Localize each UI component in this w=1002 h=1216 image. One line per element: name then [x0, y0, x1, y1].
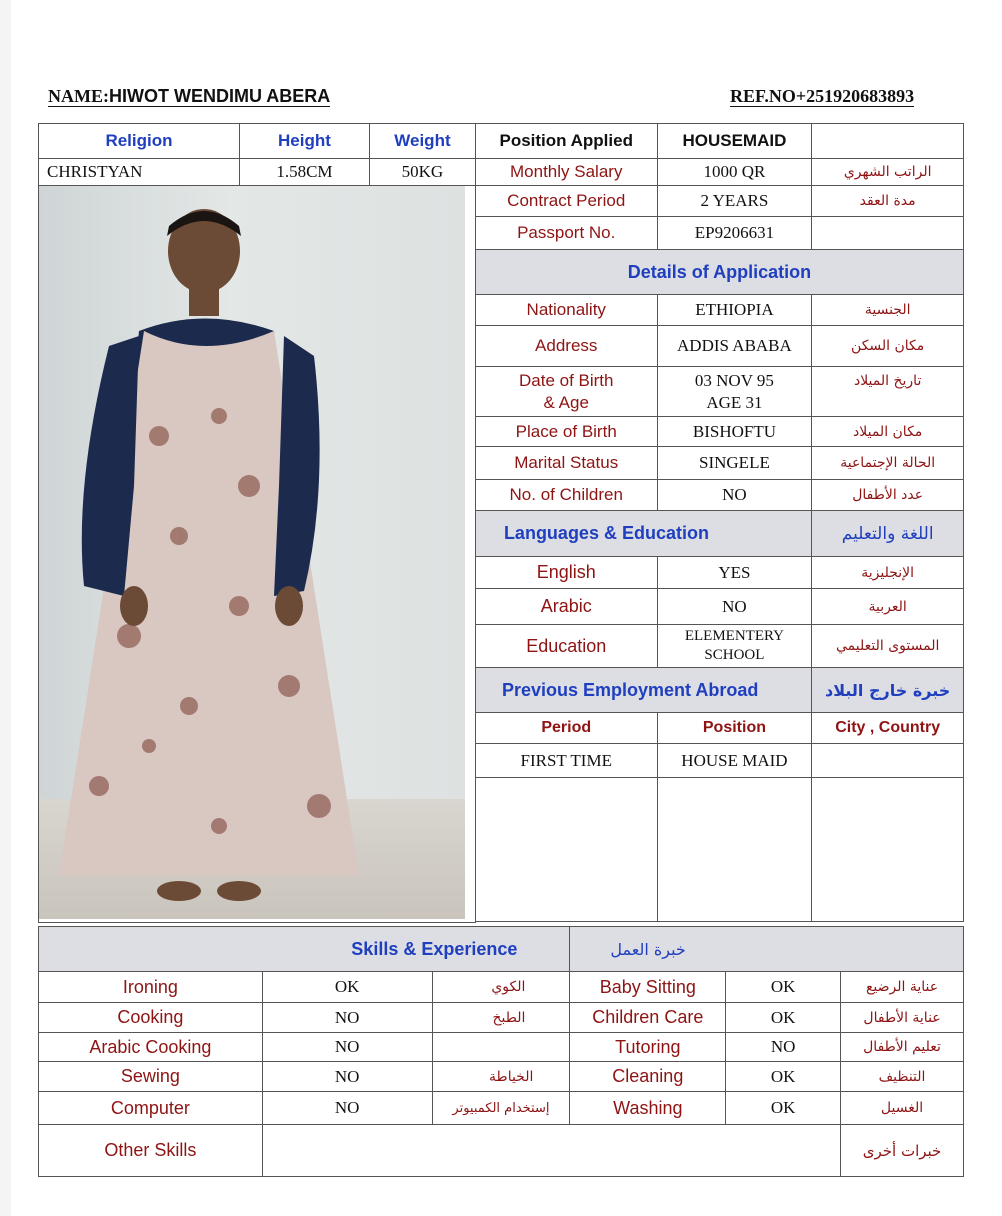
arabic-value: NO: [657, 589, 812, 625]
details-title: Details of Application: [475, 250, 963, 295]
height-value: 1.58CM: [239, 159, 369, 186]
employment-title-arabic: خبرة خارج البلاد: [812, 668, 964, 713]
employment-position: HOUSE MAID: [657, 744, 812, 778]
dob-date: 03 NOV 95: [694, 370, 774, 390]
passport-value: EP9206631: [657, 217, 812, 250]
skill-ironing-arabic: الكوي: [432, 972, 570, 1003]
skill-computer-value: NO: [262, 1092, 432, 1125]
education-label: Education: [475, 625, 657, 668]
skill-sewing-arabic: الخياطة: [432, 1062, 570, 1092]
weight-value: 50KG: [369, 159, 475, 186]
weight-label: Weight: [369, 124, 475, 159]
nationality-value: ETHIOPIA: [657, 295, 812, 326]
application-table: [38, 123, 964, 923]
other-skills-arabic: خبرات أخرى: [841, 1125, 964, 1177]
skills-title-arabic: خبرة العمل: [570, 927, 964, 972]
religion-value: CHRISTYAN: [39, 159, 240, 186]
skill-babysitting-label: Baby Sitting: [570, 972, 726, 1003]
name-value: HIWOT WENDIMU ABERA: [109, 86, 331, 106]
skill-babysitting-arabic: عناية الرضيع: [841, 972, 964, 1003]
portrait-illustration: [39, 186, 465, 919]
reference-number: REF.NO+251920683893: [730, 86, 915, 106]
nationality-label: Nationality: [475, 295, 657, 326]
dob-label: [475, 367, 657, 417]
employment-period: FIRST TIME: [475, 744, 657, 778]
skill-washing-value: OK: [726, 1092, 841, 1125]
salary-label: Monthly Salary: [475, 159, 657, 186]
other-skills-value: [262, 1125, 840, 1177]
salary-arabic: الراتب الشهري: [812, 159, 964, 186]
applicant-photo: [39, 186, 465, 919]
empty-cell: [812, 124, 964, 159]
address-value: ADDIS ABABA: [657, 326, 812, 367]
marital-label: Marital Status: [475, 447, 657, 480]
languages-title-arabic: اللغة والتعليم: [812, 511, 964, 557]
address-label: Address: [475, 326, 657, 367]
skill-computer-label: Computer: [39, 1092, 263, 1125]
english-arabic: الإنجليزية: [812, 557, 964, 589]
skill-arabiccooking-label: Arabic Cooking: [39, 1033, 263, 1062]
applicant-name: [48, 86, 330, 107]
contract-arabic: مدة العقد: [812, 186, 964, 217]
skills-table: [38, 926, 964, 1177]
dob-value: [657, 367, 812, 417]
education-value: [657, 625, 812, 668]
address-arabic: مكان السكن: [812, 326, 964, 367]
english-value: YES: [657, 557, 812, 589]
arabic-arabic: العربية: [812, 589, 964, 625]
skill-cleaning-label: Cleaning: [570, 1062, 726, 1092]
skill-ironing-label: Ironing: [39, 972, 263, 1003]
skills-title: Skills & Experience: [39, 927, 570, 972]
employment-empty-position: [657, 778, 812, 922]
employment-empty-period: [475, 778, 657, 922]
dob-label-line1: Date of Birth: [518, 370, 614, 390]
skill-tutoring-label: Tutoring: [570, 1033, 726, 1062]
salary-value: 1000 QR: [657, 159, 812, 186]
english-label: English: [475, 557, 657, 589]
skill-childrencare-arabic: عناية الأطفال: [841, 1003, 964, 1033]
skill-childrencare-value: OK: [726, 1003, 841, 1033]
children-label: No. of Children: [475, 480, 657, 511]
skill-tutoring-value: NO: [726, 1033, 841, 1062]
education-line1: ELEMENTERY: [684, 628, 784, 644]
page-edge: [0, 0, 11, 1216]
contract-value: 2 YEARS: [657, 186, 812, 217]
birthplace-arabic: مكان الميلاد: [812, 417, 964, 447]
contract-label: Contract Period: [475, 186, 657, 217]
marital-arabic: الحالة الإجتماعية: [812, 447, 964, 480]
passport-label: Passport No.: [475, 217, 657, 250]
religion-label: Religion: [39, 124, 240, 159]
city-country-header: City , Country: [812, 713, 964, 744]
skill-cooking-label: Cooking: [39, 1003, 263, 1033]
skill-tutoring-arabic: تعليم الأطفال: [841, 1033, 964, 1062]
employment-city: [812, 744, 964, 778]
skill-arabiccooking-arabic: [432, 1033, 570, 1062]
nationality-arabic: الجنسية: [812, 295, 964, 326]
employment-title: Previous Employment Abroad: [475, 668, 811, 713]
skill-washing-arabic: الغسيل: [841, 1092, 964, 1125]
education-line2: SCHOOL: [704, 647, 765, 663]
dob-arabic: تاريخ الميلاد: [812, 367, 964, 417]
children-arabic: عدد الأطفال: [812, 480, 964, 511]
education-arabic: المستوى التعليمي: [812, 625, 964, 668]
other-skills-label: Other Skills: [39, 1125, 263, 1177]
children-value: NO: [657, 480, 812, 511]
skill-cleaning-value: OK: [726, 1062, 841, 1092]
position-header: Position: [657, 713, 812, 744]
birthplace-value: BISHOFTU: [657, 417, 812, 447]
skill-cooking-arabic: الطبخ: [432, 1003, 570, 1033]
position-label: Position Applied: [475, 124, 657, 159]
dob-label-line2: & Age: [543, 392, 589, 412]
position-value: HOUSEMAID: [657, 124, 812, 159]
skill-sewing-value: NO: [262, 1062, 432, 1092]
height-label: Height: [239, 124, 369, 159]
skill-babysitting-value: OK: [726, 972, 841, 1003]
arabic-label: Arabic: [475, 589, 657, 625]
dob-age: AGE 31: [706, 392, 763, 412]
marital-value: SINGELE: [657, 447, 812, 480]
period-header: Period: [475, 713, 657, 744]
skill-childrencare-label: Children Care: [570, 1003, 726, 1033]
skill-arabiccooking-value: NO: [262, 1033, 432, 1062]
name-label: NAME:: [48, 86, 109, 106]
photo-cell: [39, 186, 476, 923]
skill-sewing-label: Sewing: [39, 1062, 263, 1092]
skill-washing-label: Washing: [570, 1092, 726, 1125]
passport-arabic: [812, 217, 964, 250]
skill-ironing-value: OK: [262, 972, 432, 1003]
birthplace-label: Place of Birth: [475, 417, 657, 447]
skill-cooking-value: NO: [262, 1003, 432, 1033]
employment-empty-city: [812, 778, 964, 922]
languages-title: Languages & Education: [475, 511, 811, 557]
skill-cleaning-arabic: التنظيف: [841, 1062, 964, 1092]
skill-computer-arabic: إستخدام الكمبيوتر: [432, 1092, 570, 1125]
